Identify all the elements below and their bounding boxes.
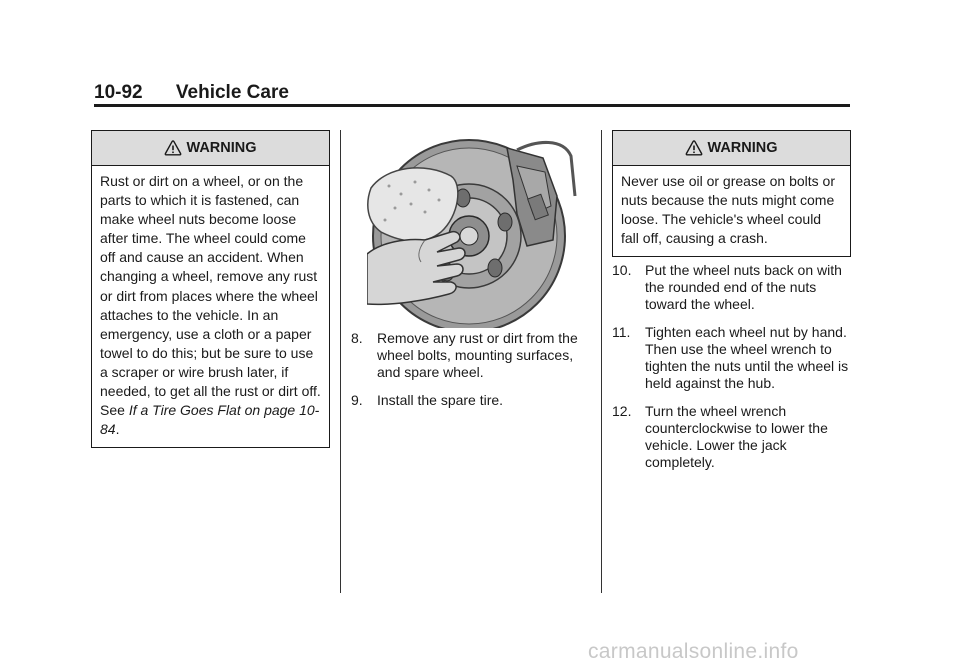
page-header — [94, 82, 850, 104]
step-number: 10. — [612, 262, 632, 278]
step-item — [612, 262, 852, 313]
step-item — [351, 392, 591, 409]
step-number: 11. — [612, 324, 631, 340]
middle-steps — [351, 330, 591, 420]
header-rule — [94, 104, 850, 107]
step-text: Install the spare tire. — [377, 392, 504, 408]
step-number: 12. — [612, 403, 632, 419]
right-steps — [612, 262, 852, 482]
warning-end: . — [115, 421, 120, 438]
warning-header — [92, 131, 329, 166]
warning-header — [613, 131, 850, 166]
warning-box-right — [612, 130, 851, 257]
page-number: 10-92 — [94, 82, 143, 103]
warning-triangle-icon — [164, 139, 182, 157]
warning-text: Never use oil or grease on bolts or nuts because the nuts might come loose. The vehicle's wheel could fall off, causing a crash. — [621, 173, 835, 247]
cross-reference-link[interactable]: If a Tire Goes Flat on page 10-84 — [100, 402, 320, 438]
step-item — [612, 324, 852, 392]
warning-title: WARNING — [707, 140, 778, 156]
watermark: carmanualsonline.info — [588, 640, 799, 663]
step-number: 8. — [351, 330, 363, 346]
step-item — [612, 403, 852, 471]
step-text: Turn the wheel wrench counterclockwise to lower the vehicle. Lower the jack completely. — [645, 403, 828, 470]
step-item — [351, 330, 591, 381]
warning-box-left — [91, 130, 330, 448]
brake-rotor-cleaning-illustration — [367, 136, 581, 328]
section-title: Vehicle Care — [175, 82, 289, 103]
column-divider-left — [340, 130, 341, 593]
step-text: Remove any rust or dirt from the wheel bolts, mounting surfaces, and spare wheel. — [377, 330, 578, 380]
warning-title: WARNING — [186, 140, 257, 156]
warning-text — [92, 166, 329, 447]
step-text: Put the wheel nuts back on with the rounded end of the nuts toward the wheel. — [645, 262, 842, 312]
warning-body-text: Rust or dirt on a wheel, or on the parts to which it is fastened, can make wheel nuts become loose after time. The wheel could come off and cause an accident. When changing a wheel, remove any rust or dirt from places where the wheel attaches to the vehicle. In an emergency, use a cloth or a paper towel to do this; but be sure to use a scraper or wire brush later, if needed, to get all the rust or dirt off. See — [100, 173, 321, 419]
step-text: Tighten each wheel nut by hand. Then use the wheel wrench to tighten the nuts until the wheel is held against the hub. — [645, 324, 849, 391]
warning-triangle-icon — [685, 139, 703, 157]
column-divider-right — [601, 130, 602, 593]
step-number: 9. — [351, 392, 363, 408]
